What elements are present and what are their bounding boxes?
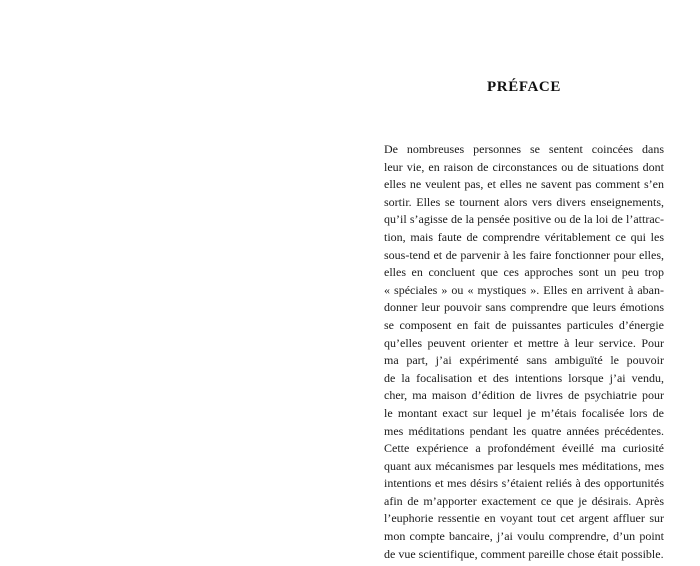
text-line: de la focalisation et des intentions lorsque j’ai vendu, — [384, 370, 664, 385]
page-title: PRÉFACE — [487, 79, 561, 95]
text-line: de vue scientifique, comment pareille chose était possible. — [384, 546, 664, 561]
text-line: cher, ma maison d’édition de livres de psychiatrie pour — [384, 388, 664, 403]
text-line: tion, mais faute de comprendre véritablement ce qui les — [384, 229, 664, 244]
text-line: Cette expérience a profondément éveillé ma curiosité — [384, 441, 664, 456]
text-line: elles ne veulent pas, et elles ne savent pas comment s’en — [384, 177, 664, 192]
text-line: mon compte bancaire, j’ai voulu comprendre, d’un point — [384, 529, 664, 544]
text-line: qu’il s’agisse de la pensée positive ou de la loi de l’attrac- — [384, 212, 664, 227]
text-line: l’euphorie ressentie en voyant tout cet argent affluer sur — [384, 511, 664, 526]
text-line: donner leur pouvoir sans comprendre que leurs émotions — [384, 300, 664, 315]
text-line: mes méditations pendant les quatre années précédentes. — [384, 423, 664, 438]
text-line: leur vie, en raison de circonstances ou de situations dont — [384, 159, 664, 174]
text-line: De nombreuses personnes se sentent coincées dans — [384, 142, 664, 156]
text-line: afin de m’apporter exactement ce que je désirais. Après — [384, 493, 664, 508]
preface-paragraph — [384, 141, 664, 563]
text-line: « spéciales » ou « mystiques ». Elles en arrivent à aban- — [384, 282, 664, 297]
text-line: le montant exact sur lequel je m’étais focalisée lors de — [384, 405, 664, 420]
text-line: elles en concluent que ces approches sont un peu trop — [384, 265, 664, 280]
text-line: sortir. Elles se tournent alors vers divers enseignements, — [384, 194, 664, 209]
text-line: sous-tend et de parvenir à les faire fonctionner pour elles, — [384, 247, 664, 262]
text-line: qu’elles peuvent orienter et mettre à leur service. Pour — [384, 335, 664, 350]
text-line: intentions et mes désirs s’étaient reliés à des opportunités — [384, 476, 664, 491]
text-line: quant aux mécanismes par lesquels mes méditations, mes — [384, 458, 664, 473]
text-line: se composent en fait de puissantes particules d’énergie — [384, 317, 664, 332]
text-line: ma part, j’ai expérimenté sans ambiguïté le pouvoir — [384, 353, 664, 368]
